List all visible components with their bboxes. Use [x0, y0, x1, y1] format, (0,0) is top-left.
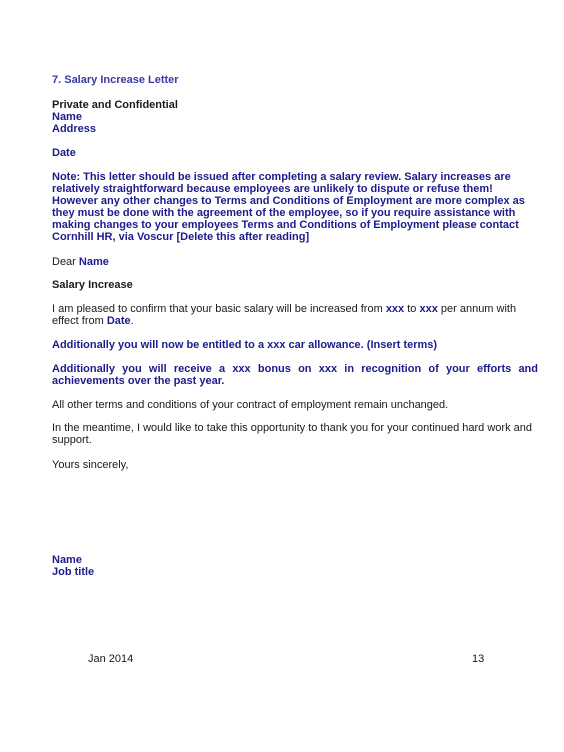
salary-from-placeholder: xxx [385, 303, 405, 315]
recipient-name: Name [52, 111, 82, 123]
instruction-note: Note: This letter should be issued after completing a salary review. Salary increases are relatively straightforward because employees are unlikely to dispute or refuse them! However any other changes to Terms and Conditions of Employment are more complex as they must be done with the agreement of the employee, so if you require assistance with making changes to your employees Terms and Conditions of Employment please contact Cornhill HR, via Voscur [Delete this after reading] [52, 171, 525, 243]
recipient-address: Address [52, 123, 97, 135]
salutation [52, 256, 538, 268]
effective-date-placeholder: Date [106, 315, 131, 327]
salary-paragraph [52, 303, 524, 327]
salary-text-4: . [130, 315, 134, 327]
salutation-name: Name [78, 256, 109, 268]
section-title: 7. Salary Increase Letter [52, 74, 179, 86]
salary-text-2: to [404, 303, 420, 315]
salary-text-3: per annum with effect from [52, 303, 517, 327]
terms-paragraph: All other terms and conditions of your contract of employment remain unchanged. [52, 399, 449, 411]
car-allowance-paragraph: Additionally you will now be entitled to a xxx car allowance. (Insert terms) [52, 339, 438, 351]
page-number: 13 [472, 653, 485, 665]
signatory-job-title: Job title [52, 566, 95, 578]
thanks-paragraph: In the meantime, I would like to take this opportunity to thank you for your continued hard work and support. [52, 422, 532, 446]
closing: Yours sincerely, [52, 459, 129, 471]
signatory-name: Name [52, 554, 82, 566]
letter-date: Date [52, 147, 76, 159]
letter-subject: Salary Increase [52, 279, 133, 291]
salary-text-1: I am pleased to confirm that your basic salary will be increased from [52, 303, 386, 315]
salutation-prefix: Dear [52, 256, 79, 268]
salary-to-placeholder: xxx [419, 303, 438, 315]
footer-date: Jan 2014 [88, 653, 134, 665]
bonus-paragraph: Additionally you will receive a xxx bonus on xxx in recognition of your efforts and achievements over the past year. [52, 363, 538, 387]
confidential-label: Private and Confidential [52, 99, 178, 111]
